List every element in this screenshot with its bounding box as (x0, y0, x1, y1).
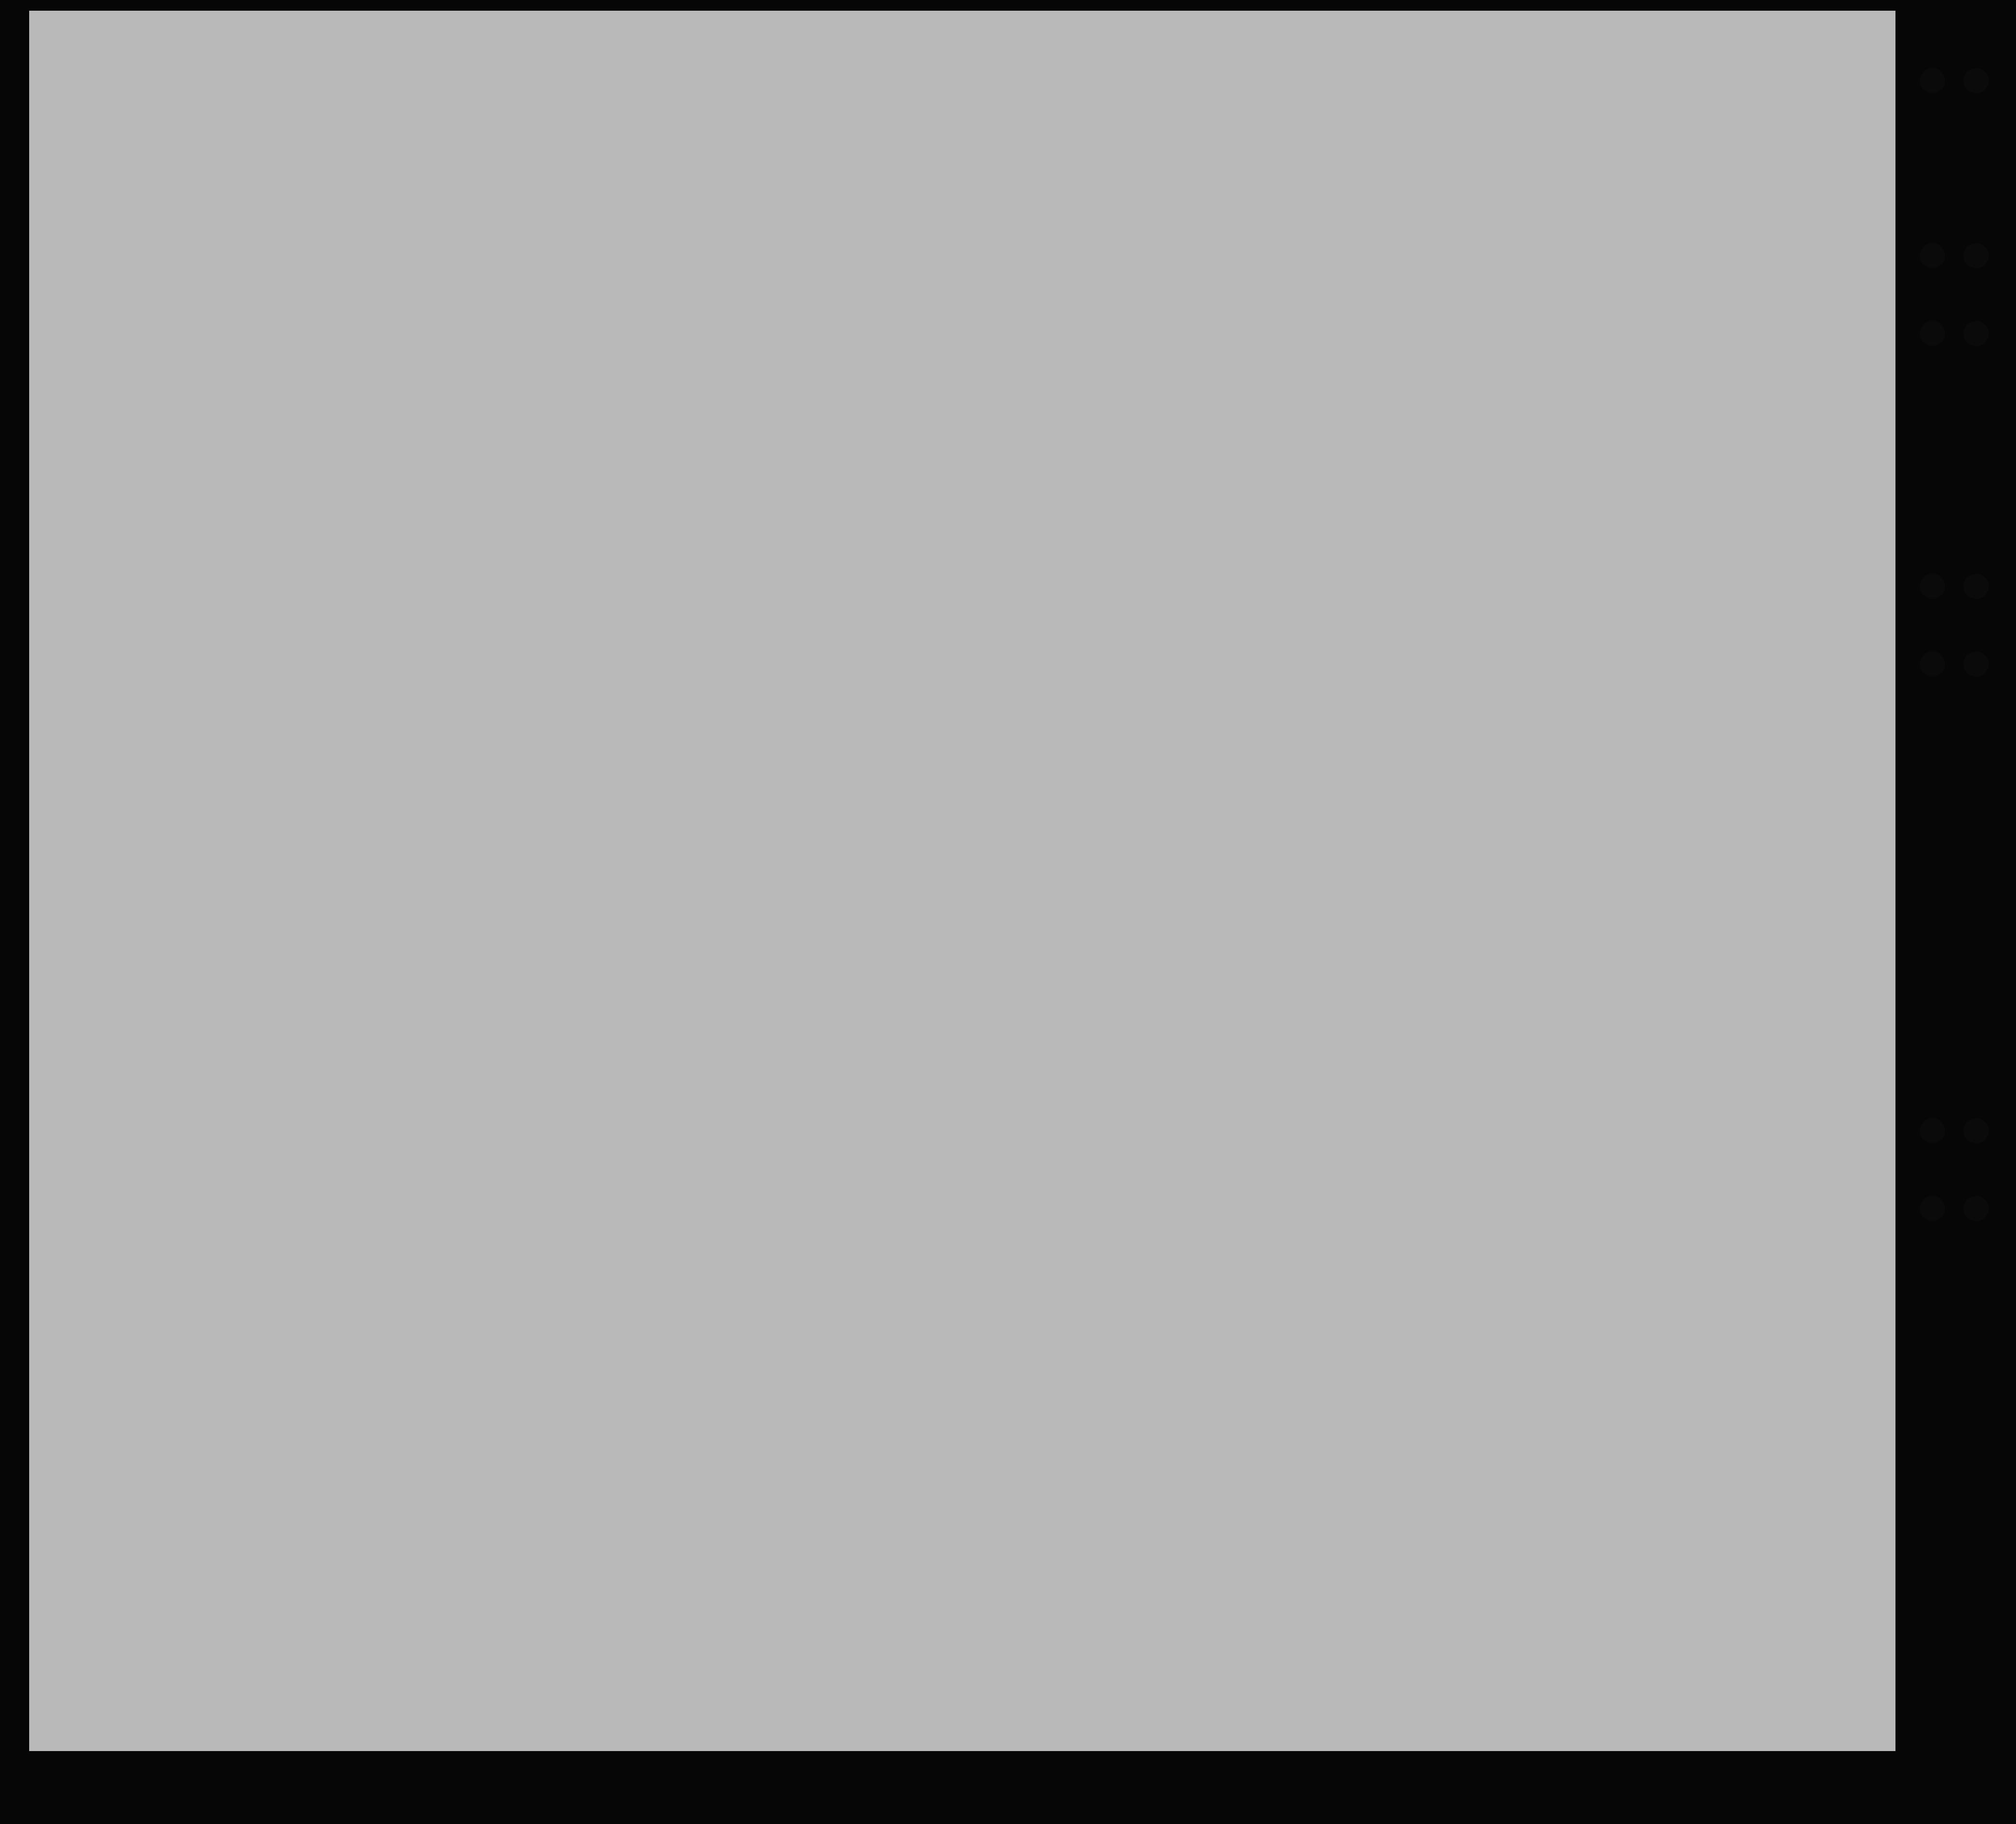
punch-hole (1964, 1118, 1989, 1143)
punch-hole (1964, 651, 1989, 677)
punch-hole (1964, 68, 1989, 93)
punch-hole (1964, 243, 1989, 268)
manifest-grid (29, 11, 1895, 1751)
punch-hole (1964, 1196, 1989, 1221)
punch-hole (1920, 1118, 1945, 1143)
manifest-sheet (29, 11, 1895, 1751)
punch-hole (1920, 1196, 1945, 1221)
punch-hole (1920, 651, 1945, 677)
punch-hole (1964, 574, 1989, 599)
punch-hole (1964, 321, 1989, 346)
punch-hole (1920, 68, 1945, 93)
punch-hole (1920, 243, 1945, 268)
punch-hole (1920, 321, 1945, 346)
punch-hole (1920, 574, 1945, 599)
